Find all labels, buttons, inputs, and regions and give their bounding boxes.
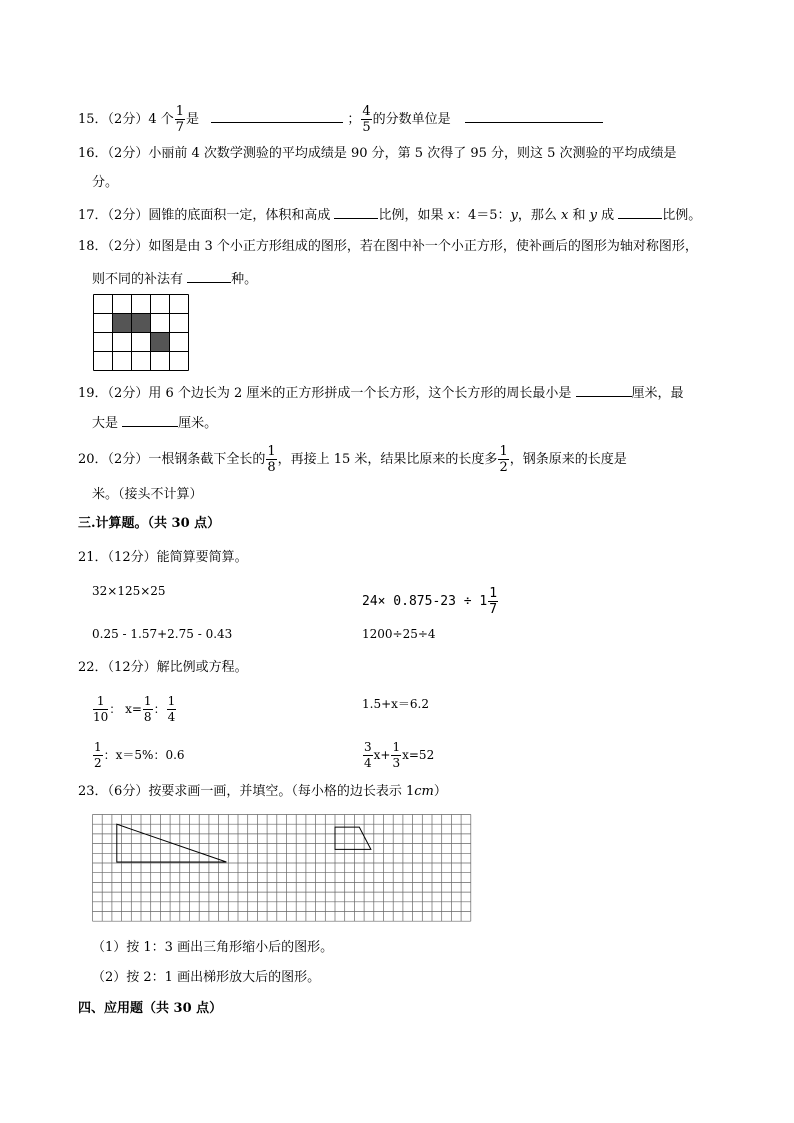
answer-blank[interactable] xyxy=(122,412,178,427)
variable: y xyxy=(589,208,597,223)
expression: 24× 0.875-23 ÷ 1 xyxy=(362,594,488,609)
question-number: 21． xyxy=(78,550,108,565)
question-text: 米。（接头不计算） xyxy=(92,487,203,502)
denominator: 8 xyxy=(267,460,276,475)
variable: x xyxy=(447,208,455,223)
score: （2分） xyxy=(107,386,149,401)
question-text: 用 6 个边长为 2 厘米的正方形拼成一个长方形，这个长方形的周长最小是 xyxy=(148,386,572,401)
score: （6分） xyxy=(107,784,149,799)
score: （2分） xyxy=(107,239,149,254)
denominator: 7 xyxy=(175,120,185,135)
denominator: 10 xyxy=(93,710,109,724)
denominator: 7 xyxy=(489,602,498,617)
question-text: 大是 xyxy=(92,416,119,431)
numerator: 1 xyxy=(143,694,152,708)
text: x=52 xyxy=(402,748,435,762)
question-text: 厘米。 xyxy=(178,416,218,431)
fraction xyxy=(361,104,371,135)
text: 圆锥的底面积一定，体积和高成 xyxy=(148,208,331,223)
variable: x xyxy=(561,208,569,223)
q21-expr-a: 32×125×25 xyxy=(92,584,166,598)
filled-square xyxy=(113,314,132,333)
fraction xyxy=(93,694,108,725)
fraction xyxy=(363,740,373,771)
fraction xyxy=(391,740,401,771)
denominator: 3 xyxy=(392,756,401,770)
q22-equation-d xyxy=(362,740,434,771)
question-number: 22． xyxy=(78,660,108,675)
numerator: 1 xyxy=(93,694,108,710)
question-number: 16． xyxy=(78,146,108,161)
question-number: 18． xyxy=(78,239,108,254)
text: ） xyxy=(433,784,447,799)
section-heading-3: 三.计算题。（共 30 点） xyxy=(78,516,221,531)
text: 比例，如果 xyxy=(378,208,448,223)
question-23 xyxy=(78,782,447,802)
question-number: 15． xyxy=(78,112,108,127)
fraction xyxy=(175,104,185,135)
text: 厘米，最 xyxy=(631,386,684,401)
question-number: 20． xyxy=(78,452,108,467)
q21-expr-c: 0.25 - 1.57+2.75 - 0.43 xyxy=(92,627,233,641)
text: 成 xyxy=(596,208,615,223)
triangle xyxy=(117,824,227,862)
q18-square-grid xyxy=(93,294,193,372)
q22-equation-b: 1.5+x＝6.2 xyxy=(362,697,429,711)
question-text: 解比例或方程。 xyxy=(156,660,248,675)
question-text: 分。 xyxy=(92,175,119,190)
question-22 xyxy=(78,658,248,678)
answer-blank[interactable] xyxy=(187,268,231,283)
text: ，再接上 15 米，结果比原来的长度多 xyxy=(277,452,498,467)
fraction xyxy=(498,444,508,475)
score: （2分） xyxy=(107,112,149,127)
text: ，钢条原来的长度是 xyxy=(509,452,627,467)
numerator: 4 xyxy=(362,104,371,119)
q22-equation-c xyxy=(92,740,185,771)
text: 一根钢条截下全长的 xyxy=(148,452,266,467)
question-19-cont xyxy=(92,412,217,434)
text: x+ xyxy=(373,748,391,762)
fraction xyxy=(93,740,103,771)
numerator: 1 xyxy=(489,586,498,601)
denominator: 8 xyxy=(143,710,152,724)
question-21 xyxy=(78,548,248,568)
question-text: 种。 xyxy=(231,272,258,287)
question-number: 19． xyxy=(78,386,108,401)
q21-expr-b xyxy=(362,586,499,617)
score: （12分） xyxy=(107,550,157,565)
text: ： x= xyxy=(109,702,142,716)
variable: y xyxy=(510,208,518,223)
question-18-cont xyxy=(92,268,257,290)
text: 的分数单位是 xyxy=(372,112,451,127)
text: 和 xyxy=(568,208,590,223)
question-text: 如图是由 3 个小正方形组成的图形，若在图中补一个小正方形，使补画后的图形为轴对称图形， xyxy=(148,239,698,254)
numerator: 1 xyxy=(499,444,508,459)
question-17 xyxy=(78,204,701,226)
text: ，那么 xyxy=(517,208,562,223)
denominator: 2 xyxy=(94,756,102,770)
question-text: 按要求画一画，并填空。（每小格的边长表示 1 xyxy=(148,784,415,799)
question-20-cont xyxy=(92,485,203,505)
text: 4 个 xyxy=(148,112,174,127)
question-19 xyxy=(78,382,684,404)
answer-blank[interactable] xyxy=(211,108,343,123)
fraction xyxy=(143,694,153,725)
question-15 xyxy=(78,104,603,135)
q23-sub-1: （1）按 1：3 画出三角形缩小后的图形。 xyxy=(92,940,334,955)
filled-square xyxy=(151,333,170,352)
trapezoid xyxy=(335,827,371,849)
numerator: 1 xyxy=(175,104,185,119)
numerator: 1 xyxy=(392,740,401,754)
answer-blank[interactable] xyxy=(465,108,603,123)
text: ：x＝5%：0.6 xyxy=(103,748,185,762)
score: （2分） xyxy=(107,208,149,223)
unit: cm xyxy=(414,784,434,799)
question-number: 17． xyxy=(78,208,108,223)
fraction xyxy=(488,586,498,617)
fraction xyxy=(167,694,177,725)
fraction xyxy=(266,444,276,475)
score: （2分） xyxy=(107,452,149,467)
q21-expr-d: 1200÷25÷4 xyxy=(362,627,436,641)
numerator: 1 xyxy=(94,740,102,754)
denominator: 4 xyxy=(364,756,372,770)
drawing-grid-figure xyxy=(92,814,482,924)
question-text: 小丽前 4 次数学测验的平均成绩是 90 分，第 5 次得了 95 分，则这 5 次测验的平均成绩是 xyxy=(148,146,677,161)
numerator: 1 xyxy=(267,444,276,459)
question-18 xyxy=(78,237,698,257)
q23-sub-2: （2）按 2：1 画出梯形放大后的图形。 xyxy=(92,970,321,985)
question-20 xyxy=(78,444,627,475)
square-grid-figure xyxy=(93,294,193,372)
question-text: 则不同的补法有 xyxy=(92,272,184,287)
score: （2分） xyxy=(107,146,149,161)
denominator: 4 xyxy=(167,710,176,724)
text: ： xyxy=(153,702,166,716)
text: ：4＝5： xyxy=(454,208,511,223)
text: 是 xyxy=(186,112,200,127)
numerator: 1 xyxy=(167,694,176,708)
score: （12分） xyxy=(107,660,157,675)
question-text: 能简算要简算。 xyxy=(156,550,248,565)
question-16-cont xyxy=(92,173,118,193)
text: ； xyxy=(347,112,361,127)
denominator: 5 xyxy=(362,120,371,135)
filled-square xyxy=(132,314,151,333)
question-number: 23． xyxy=(78,784,108,799)
numerator: 3 xyxy=(364,740,372,754)
text: 比例。 xyxy=(662,208,702,223)
question-16 xyxy=(78,144,677,164)
answer-blank[interactable] xyxy=(334,204,378,219)
q22-equation-a xyxy=(92,694,177,725)
denominator: 2 xyxy=(499,460,508,475)
answer-blank[interactable] xyxy=(576,382,632,397)
q23-drawing-grid xyxy=(92,814,482,924)
answer-blank[interactable] xyxy=(618,204,662,219)
section-heading-4: 四、应用题（共 30 点） xyxy=(78,1001,223,1016)
